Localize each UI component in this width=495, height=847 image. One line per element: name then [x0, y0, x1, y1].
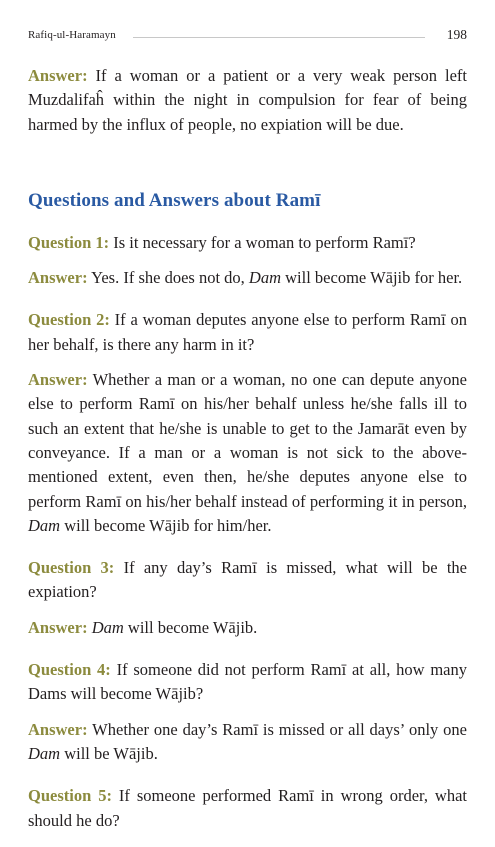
- answer-2: [28, 368, 467, 538]
- answer-label: Answer:: [28, 719, 88, 739]
- answer-label: Answer:: [28, 617, 88, 637]
- answer-emphasis: Dam: [91, 617, 124, 637]
- answer-4: [28, 718, 467, 767]
- answer-emphasis: Dam: [248, 268, 282, 288]
- answer-text-end: will become Wājib.: [123, 617, 258, 637]
- answer-text: If a woman or a patient or a very weak person left Muzdalifaĥ within the night in compulsion for fear of being harmed by the influx of people, no expiation will be due.: [28, 66, 467, 134]
- answer-label: Answer:: [28, 66, 88, 85]
- question-label: Question 5:: [28, 786, 112, 806]
- answer-text-end: will become Wājib for her.: [281, 268, 463, 288]
- answer-3: [28, 616, 467, 640]
- question-text: If someone performed Ramī in wrong order, what should he do?: [28, 786, 468, 830]
- question-text: Is it necessary for a woman to perform Ramī?: [109, 232, 416, 252]
- answer-text-end: will become Wājib for him/her.: [60, 515, 272, 535]
- book-title: Rafiq-ul-Haramayn: [28, 29, 116, 41]
- answer-label: Answer:: [28, 370, 88, 390]
- question-label: Question 3:: [28, 558, 115, 578]
- answer-emphasis: Dam: [28, 515, 61, 535]
- page-body: [28, 64, 467, 833]
- question-3: [28, 556, 467, 605]
- answer-text: Whether a man or a woman, no one can depute anyone else to perform Ramī on his/her behalf unless he/she falls ill to such an extent that he/she is unable to get to the Jamarāt even by conveyance. If a man or a woman is not sick to the above-mentioned extent, even then, he/she deputes anyone else to perform Ramī on his/her behalf instead of performing it in person,: [28, 370, 467, 511]
- question-4: [28, 658, 467, 707]
- section-heading: Questions and Answers about Ramī: [28, 189, 321, 211]
- question-text: If any day’s Ramī is missed, what will be the expiation?: [28, 558, 467, 602]
- question-1: [28, 231, 467, 255]
- question-text: If someone did not perform Ramī at all, how many Dams will become Wājib?: [28, 660, 467, 704]
- answer-label: Answer:: [28, 268, 88, 288]
- question-label: Question 4:: [28, 660, 111, 680]
- question-label: Question 1:: [28, 232, 110, 252]
- page-number: 198: [446, 27, 467, 42]
- answer-1: [28, 266, 467, 290]
- answer-text: Whether one day’s Ramī is missed or all days’ only one: [87, 719, 467, 739]
- intro-answer: [28, 64, 467, 137]
- answer-text-end: will be Wājib.: [60, 743, 158, 763]
- header-rule: [133, 37, 425, 38]
- answer-text: Yes. If she does not do,: [87, 268, 249, 288]
- question-2: [28, 308, 467, 357]
- question-label: Question 2:: [28, 310, 110, 330]
- question-5: [28, 784, 467, 833]
- answer-emphasis: Dam: [28, 743, 61, 763]
- running-header: [28, 29, 467, 45]
- question-text: If a woman deputes anyone else to perform Ramī on her behalf, is there any harm in it?: [28, 310, 467, 354]
